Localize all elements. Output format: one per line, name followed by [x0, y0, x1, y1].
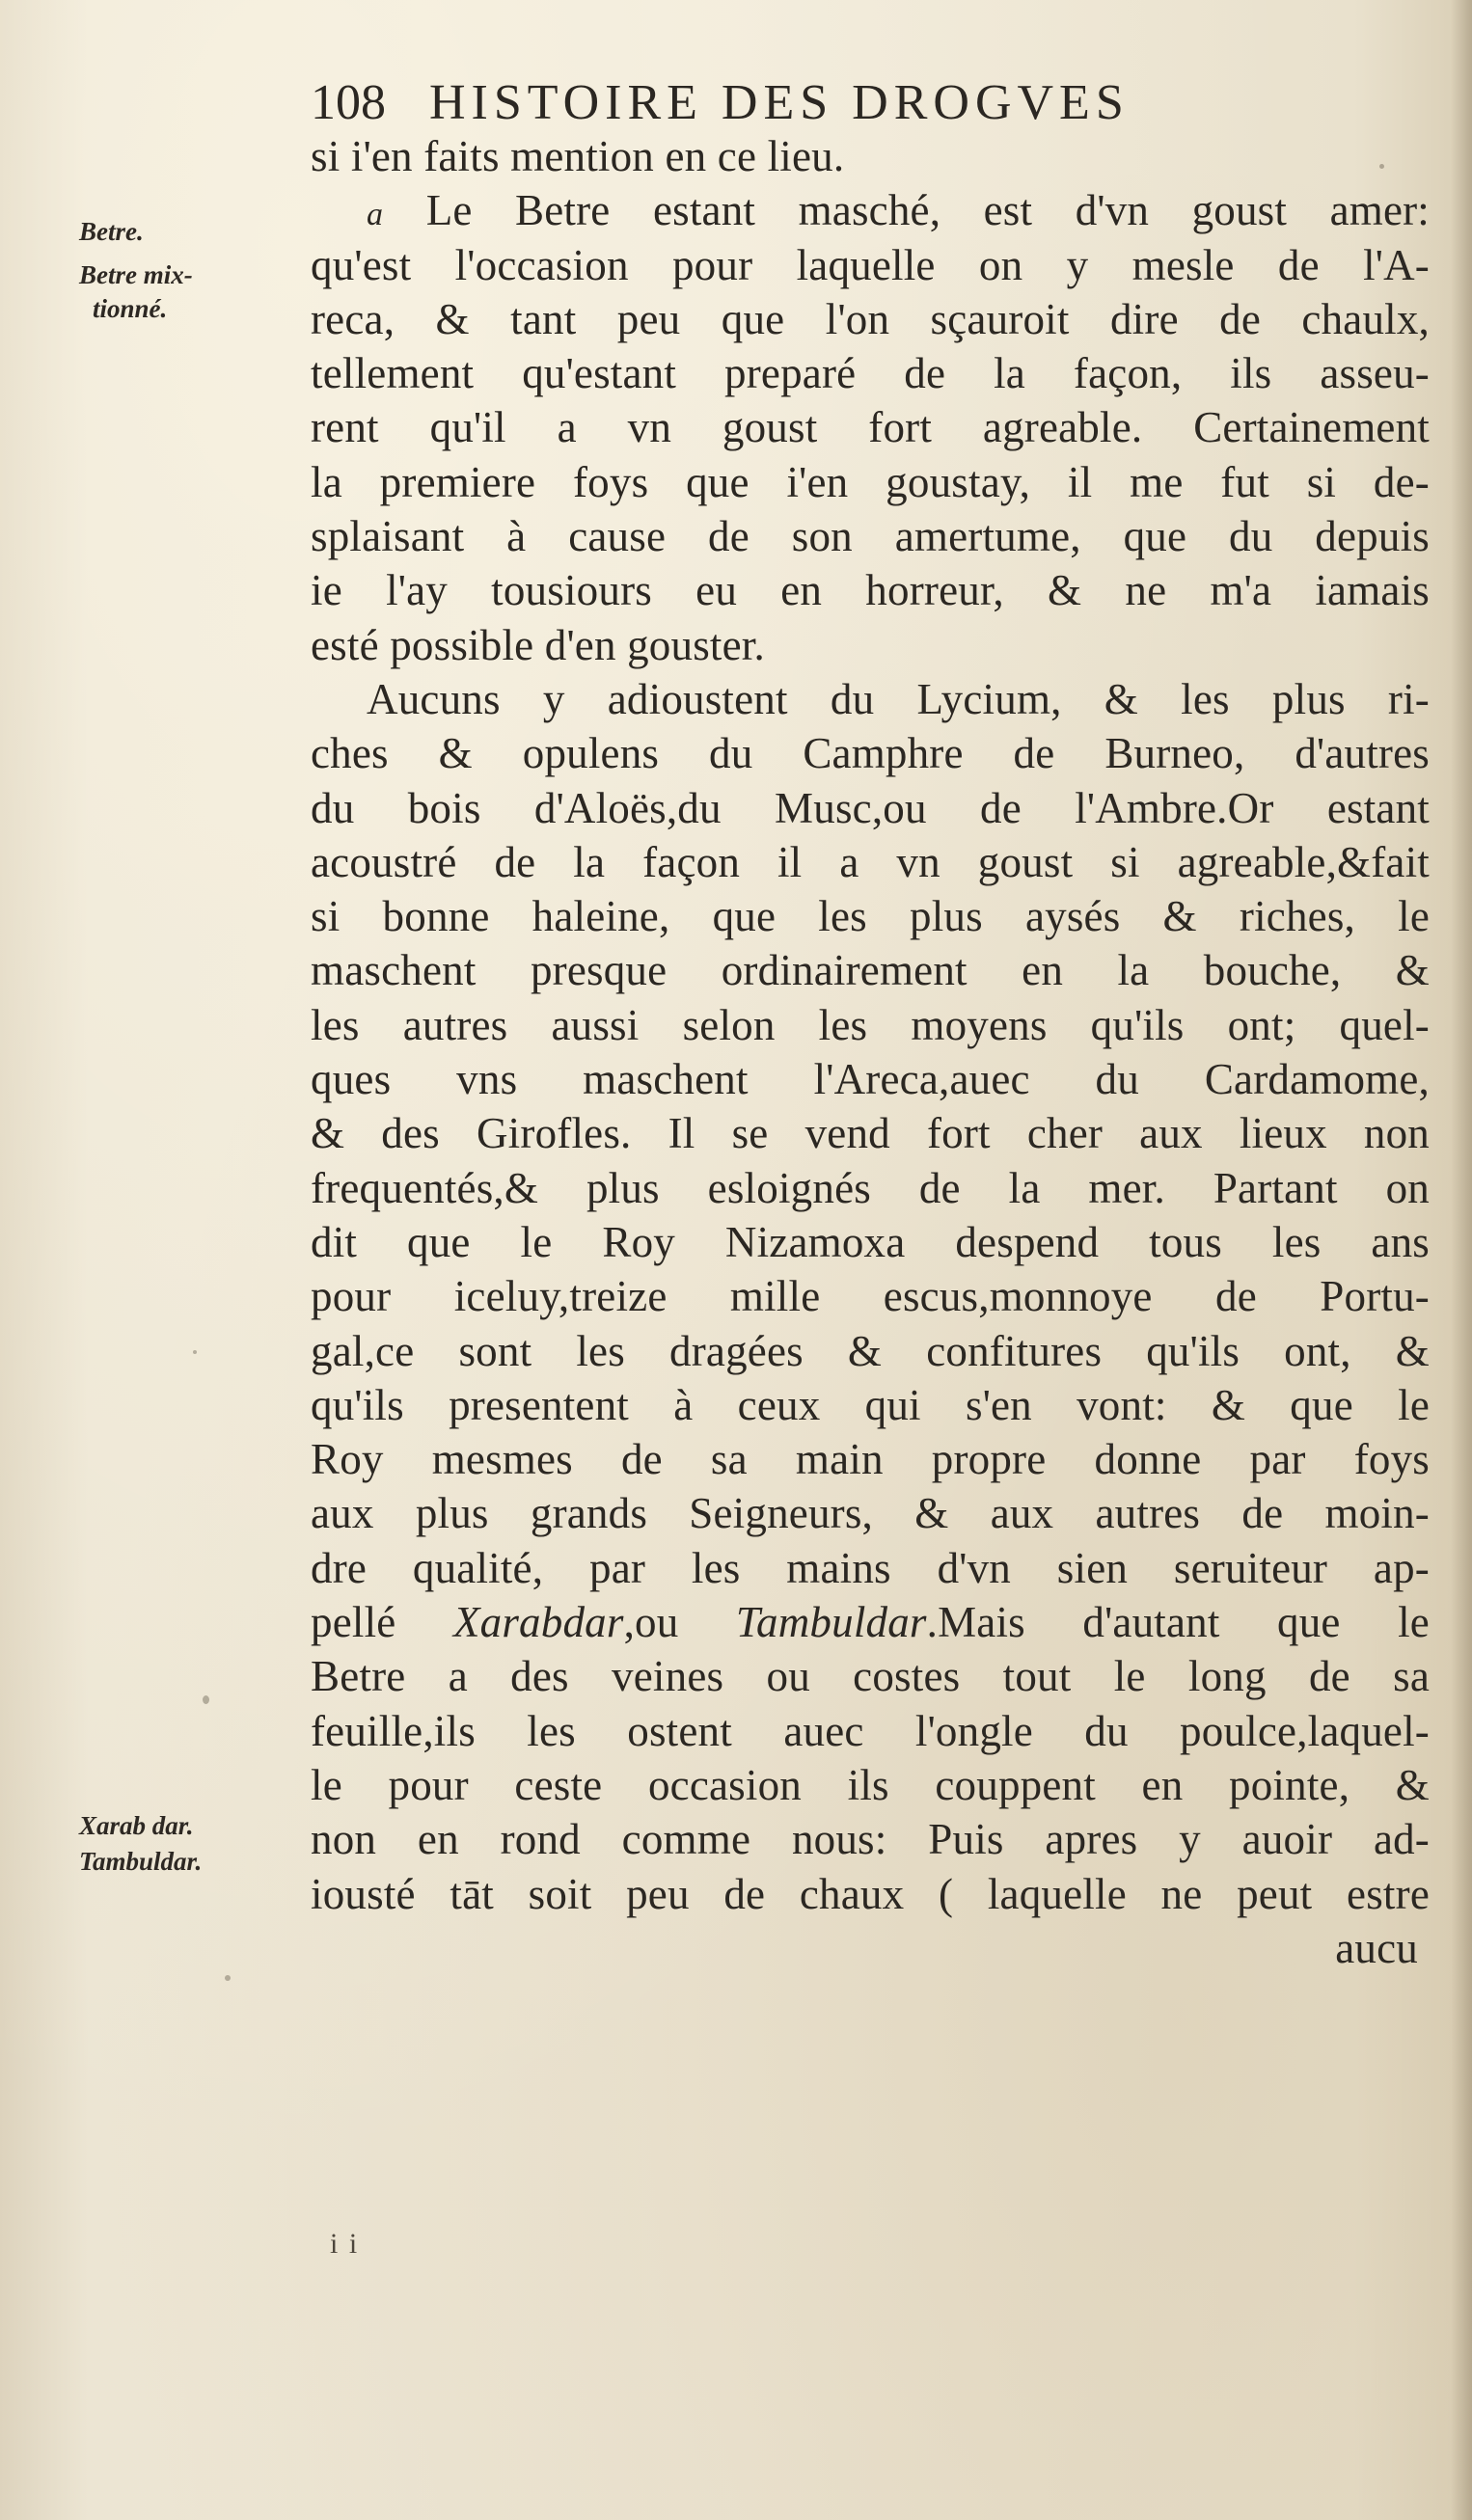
text-line-11: Aucuns y adioustent du Lycium, & les plus ri- — [367, 674, 1430, 723]
margin-note-xarabdar: Xarab dar. — [79, 1811, 194, 1840]
text-line-25: Roy mesmes de sa main propre donne par foys — [311, 1435, 1430, 1484]
text-line-07: la premiere foys que i'en goustay, il me fut si de- — [311, 457, 1430, 506]
page-edge-shadow — [1451, 0, 1472, 2520]
text-line-28-b: ,ou — [623, 1598, 736, 1647]
text-line-18: ques vns maschent l'Areca,auec du Cardamome, — [311, 1055, 1430, 1104]
page-number: 108 — [311, 75, 386, 130]
text-line-31: le pour ceste occasion ils couppent en pointe, & — [311, 1760, 1430, 1809]
text-line-05: tellement qu'estant preparé de la façon, ils asseu- — [311, 349, 1430, 398]
running-title: HISTOIRE DES DROGVES — [429, 75, 1130, 130]
text-line-21: dit que le Roy Nizamoxa despend tous les ans — [311, 1217, 1430, 1266]
text-line-02-content: Le Betre estant masché, est d'vn goust amer: — [425, 186, 1431, 235]
body-text — [311, 129, 1430, 1975]
text-line-33: iousté tāt soit peu de chaux ( laquelle ne peut estre — [311, 1869, 1430, 1918]
ink-speck — [1379, 164, 1384, 169]
ink-speck — [225, 1975, 231, 1981]
text-line-15: si bonne haleine, que les plus aysés & riches, le — [311, 892, 1430, 941]
text-line-12: ches & opulens du Camphre de Burneo, d'autres — [311, 729, 1430, 778]
text-line-01: si i'en faits mention en ce lieu. — [311, 132, 845, 180]
name-tambuldar: Tambuldar — [735, 1598, 927, 1647]
name-xarabdar: Xarabdar — [452, 1598, 624, 1647]
text-line-19: & des Girofles. Il se vend fort cher aux lieux non — [311, 1109, 1430, 1158]
text-line-23: gal,ce sont les dragées & confitures qu'ils ont, & — [311, 1326, 1430, 1375]
ink-speck — [203, 1695, 209, 1704]
margin-note-betre: Betre. — [79, 217, 144, 246]
text-line-24: qu'ils presentent à ceux qui s'en vont: & que le — [311, 1380, 1430, 1429]
text-line-02 — [311, 183, 1430, 237]
margin-note-betre-mixtionne-2: tionné. — [93, 294, 168, 323]
text-line-03: qu'est l'occasion pour laquelle on y mesle de l'A- — [311, 240, 1430, 289]
text-line-28-c: .Mais d'autant que le — [926, 1598, 1430, 1647]
text-line-22: pour iceluy,treize mille escus,monnoye de Portu- — [311, 1272, 1430, 1321]
text-line-30: feuille,ils les ostent auec l'ongle du poulce,laquel- — [311, 1706, 1430, 1755]
text-line-28 — [311, 1595, 1430, 1649]
text-line-20: frequentés,& plus esloignés de la mer. Partant on — [311, 1163, 1430, 1212]
text-line-16: maschent presque ordinairement en la bouche, & — [311, 946, 1430, 995]
text-line-29: Betre a des veines ou costes tout le long de sa — [311, 1652, 1430, 1701]
text-line-28-a: pellé — [311, 1598, 453, 1647]
margin-note-tambuldar: Tambuldar. — [79, 1847, 203, 1876]
text-line-26: aux plus grands Seigneurs, & aux autres de moin- — [311, 1489, 1430, 1538]
margin-note-betre-mixtionne-1: Betre mix- — [79, 260, 193, 289]
page-header — [311, 69, 1372, 137]
text-line-14: acoustré de la façon il a vn goust si agreable,&fait — [311, 837, 1430, 886]
text-line-32: non en rond comme nous: Puis apres y auoir ad- — [311, 1815, 1430, 1864]
ink-speck — [193, 1350, 197, 1354]
text-line-06: rent qu'il a vn goust fort agreable. Certainement — [311, 403, 1430, 452]
text-line-27: dre qualité, par les mains d'vn sien seruiteur ap- — [311, 1543, 1430, 1592]
text-line-13: du bois d'Aloës,du Musc,ou de l'Ambre.Or estant — [311, 783, 1430, 832]
text-line-17: les autres aussi selon les moyens qu'ils ont; quel- — [311, 1000, 1430, 1049]
catchword: aucu — [1335, 1923, 1418, 1972]
footnote-marker-a: a — [367, 197, 384, 233]
signature-mark: i i — [330, 2228, 360, 2260]
text-line-04: reca, & tant peu que l'on sçauroit dire de chaulx, — [311, 294, 1430, 343]
text-line-09: ie l'ay tousiours eu en horreur, & ne m'a iamais — [311, 566, 1430, 615]
text-line-10: esté possible d'en gouster. — [311, 620, 765, 669]
text-line-08: splaisant à cause de son amertume, que du depuis — [311, 512, 1430, 561]
